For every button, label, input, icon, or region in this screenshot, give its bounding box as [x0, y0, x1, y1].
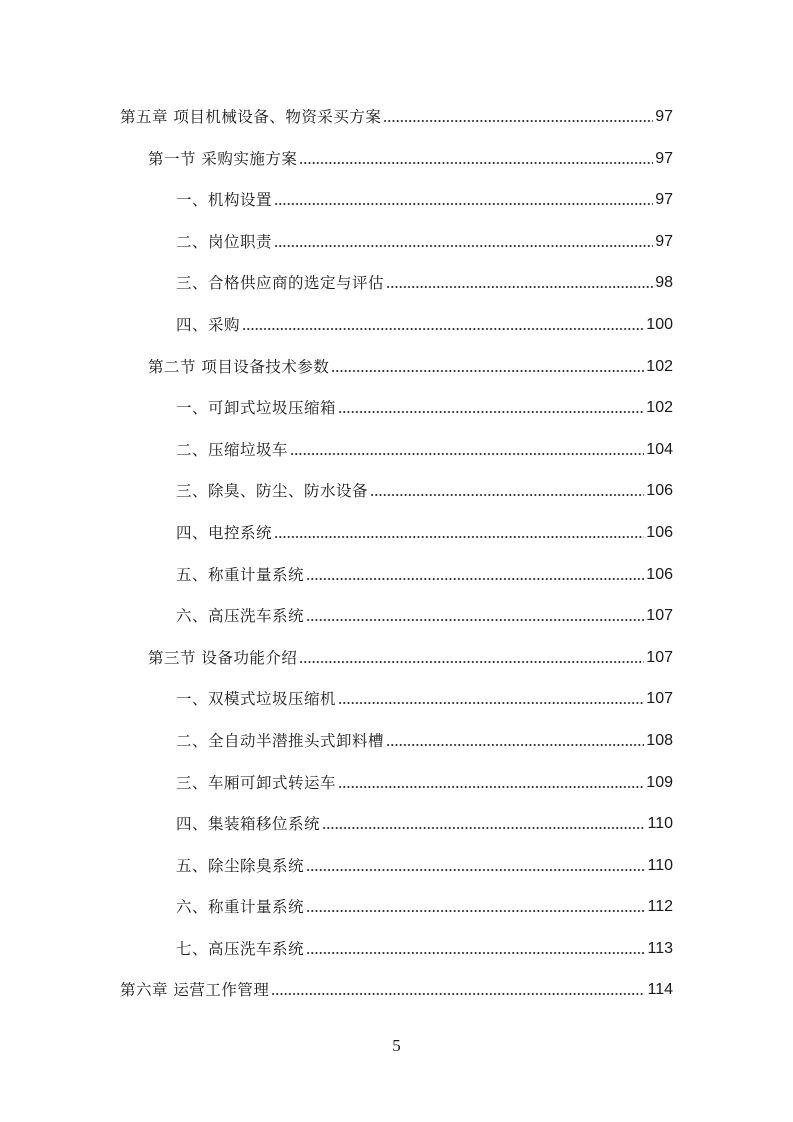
toc-item-entry[interactable] [0, 895, 673, 937]
dot-leader [306, 604, 644, 622]
toc-entry-page: 107 [646, 607, 673, 625]
toc-item-entry[interactable] [0, 771, 673, 813]
dot-leader [271, 978, 645, 996]
toc-entry-page: 97 [655, 232, 673, 250]
toc-entry-page: 107 [646, 690, 673, 708]
dot-leader [370, 479, 644, 497]
toc-entry-page: 97 [655, 149, 673, 167]
toc-entry-title: 第三节 设备功能介绍 [148, 648, 298, 667]
toc-entry-title: 四、电控系统 [176, 523, 273, 542]
toc-entry-page: 114 [647, 981, 673, 999]
dot-leader [383, 105, 653, 123]
toc-entry-title: 五、称重计量系统 [176, 565, 305, 584]
toc-entry-page: 102 [646, 357, 673, 375]
toc-entry-title: 第一节 采购实施方案 [148, 149, 298, 168]
dot-leader [242, 313, 644, 331]
toc-entry-title: 二、岗位职责 [176, 232, 273, 251]
toc-entry-title: 一、双模式垃圾压缩机 [176, 690, 337, 709]
dot-leader [386, 729, 644, 747]
dot-leader [290, 438, 644, 456]
toc-entry-title: 六、高压洗车系统 [176, 607, 305, 626]
dot-leader [274, 188, 653, 206]
toc-item-entry[interactable] [0, 396, 673, 438]
dot-leader [386, 271, 653, 289]
toc-item-entry[interactable] [0, 271, 673, 313]
dot-leader [306, 937, 645, 955]
dot-leader [306, 563, 644, 581]
toc-item-entry[interactable] [0, 812, 673, 854]
toc-entry-page: 102 [646, 399, 673, 417]
toc-entry-title: 六、称重计量系统 [176, 898, 305, 917]
toc-entry-title: 一、可卸式垃圾压缩箱 [176, 399, 337, 418]
toc-item-entry[interactable] [0, 604, 673, 646]
page-number: 5 [392, 1036, 401, 1055]
dot-leader [306, 895, 645, 913]
toc-entry-title: 三、合格供应商的选定与评估 [176, 274, 385, 293]
toc-chapter-entry[interactable] [0, 105, 673, 147]
toc-item-entry[interactable] [0, 854, 673, 896]
toc-entry-title: 三、除臭、防尘、防水设备 [176, 482, 369, 501]
toc-entry-page: 97 [655, 108, 673, 125]
dot-leader [338, 771, 644, 789]
toc-entry-title: 七、高压洗车系统 [176, 939, 305, 958]
toc-entry-title: 二、压缩垃圾车 [176, 440, 289, 459]
toc-entry-title: 一、机构设置 [176, 191, 273, 210]
dot-leader [299, 646, 644, 664]
toc-section-entry[interactable] [0, 646, 673, 688]
toc-entry-title: 三、车厢可卸式转运车 [176, 773, 337, 792]
dot-leader [338, 396, 644, 414]
toc-item-entry[interactable] [0, 729, 673, 771]
dot-leader [338, 687, 644, 705]
toc-entry-page: 106 [646, 482, 673, 500]
toc-entry-page: 110 [647, 815, 673, 833]
toc-entry-title: 第六章 运营工作管理 [120, 981, 270, 1000]
toc-item-entry[interactable] [0, 438, 673, 480]
toc-chapter-entry[interactable] [0, 978, 673, 1020]
toc-item-entry[interactable] [0, 563, 673, 605]
toc-item-entry[interactable] [0, 937, 673, 979]
toc-entry-page: 106 [646, 523, 673, 541]
toc-item-entry[interactable] [0, 521, 673, 563]
table-of-contents [0, 105, 793, 1020]
toc-item-entry[interactable] [0, 230, 673, 272]
dot-leader [322, 812, 645, 830]
toc-item-entry[interactable] [0, 188, 673, 230]
dot-leader [306, 854, 645, 872]
toc-entry-page: 107 [646, 648, 673, 666]
toc-entry-page: 108 [646, 731, 673, 749]
toc-entry-page: 106 [646, 565, 673, 583]
toc-item-entry[interactable] [0, 687, 673, 729]
toc-entry-page: 110 [647, 856, 673, 874]
toc-entry-page: 113 [647, 939, 673, 957]
toc-item-entry[interactable] [0, 313, 673, 355]
dot-leader [274, 230, 653, 248]
toc-item-entry[interactable] [0, 479, 673, 521]
toc-entry-page: 104 [646, 440, 673, 458]
toc-entry-page: 112 [647, 898, 673, 916]
dot-leader [331, 355, 644, 373]
dot-leader [274, 521, 644, 539]
toc-entry-title: 二、全自动半潜推头式卸料槽 [176, 731, 385, 750]
toc-entry-title: 第五章 项目机械设备、物资采买方案 [120, 108, 382, 126]
toc-entry-title: 四、采购 [176, 315, 241, 334]
dot-leader [299, 147, 653, 165]
toc-entry-title: 第二节 项目设备技术参数 [148, 357, 330, 376]
toc-entry-title: 五、除尘除臭系统 [176, 856, 305, 875]
toc-entry-page: 98 [655, 274, 673, 292]
toc-entry-title: 四、集装箱移位系统 [176, 815, 321, 834]
toc-entry-page: 109 [646, 773, 673, 791]
toc-entry-page: 100 [646, 315, 673, 333]
toc-section-entry[interactable] [0, 147, 673, 189]
toc-entry-page: 97 [655, 191, 673, 209]
toc-section-entry[interactable] [0, 355, 673, 397]
